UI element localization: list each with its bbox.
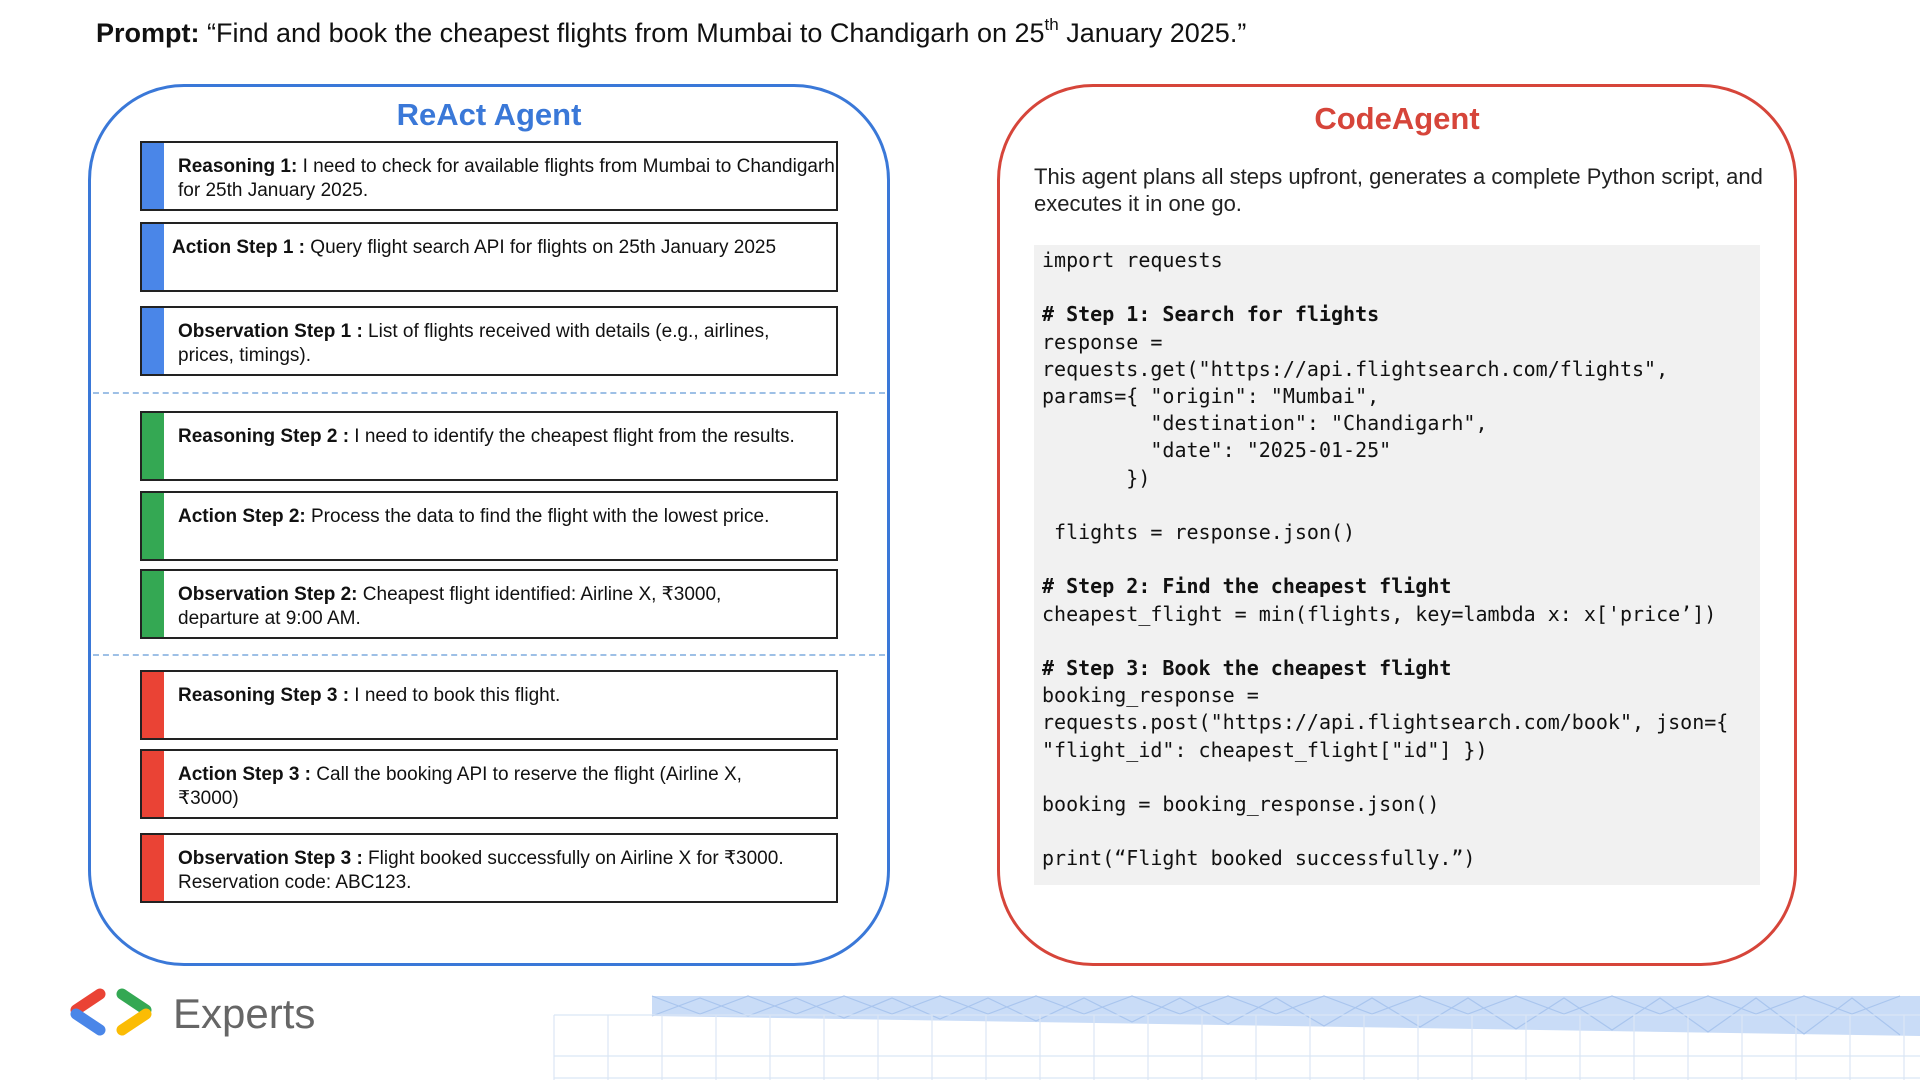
code-line: booking = booking_response.json() — [1042, 792, 1440, 816]
code-line: flights = response.json() — [1042, 520, 1356, 544]
step-text — [178, 505, 798, 529]
code-line: params={ "origin": "Mumbai", — [1042, 384, 1380, 408]
code-line: "date": "2025-01-25" — [1042, 438, 1392, 463]
step-description: I need to check for available flights from Mumbai to Chandigarh for 25th January 2025. — [178, 156, 835, 201]
code-line: "flight_id": cheapest_flight["id"] }) — [1042, 737, 1488, 762]
step-label: Observation Step 2: — [178, 584, 358, 605]
code-line: import requests — [1042, 248, 1223, 272]
observation-step-1 — [140, 306, 838, 376]
code-line: requests.post("https://api.flightsearch.com/book", json={ — [1042, 710, 1729, 735]
code-agent-description: This agent plans all steps upfront, generates a complete Python script, and executes it in one go. — [1034, 164, 1763, 216]
step-text — [178, 425, 798, 449]
step-text — [172, 236, 792, 260]
react-agent-panel — [88, 84, 890, 966]
code-agent-panel — [997, 84, 1797, 966]
step-label: Action Step 1 : — [172, 237, 306, 258]
code-line: }) — [1042, 465, 1151, 490]
reasoning-step-3 — [140, 670, 838, 740]
step-label: Observation Step 3 : — [178, 848, 363, 869]
developer-experts-logo-icon — [70, 988, 170, 1040]
step-description: Process the data to find the flight with the lowest price. — [305, 506, 770, 527]
code-line: print(“Flight booked successfully.”) — [1042, 846, 1476, 871]
step-text — [178, 155, 838, 203]
code-line: # Step 1: Search for flights — [1042, 302, 1380, 327]
react-agent-title: ReAct Agent — [396, 97, 582, 132]
prompt-superscript: th — [1044, 15, 1059, 34]
code-line: # Step 2: Find the cheapest flight — [1042, 574, 1452, 599]
step-color-bar — [142, 308, 164, 374]
code-agent-title: CodeAgent — [1314, 101, 1480, 136]
observation-step-3 — [140, 833, 838, 903]
step-text — [178, 583, 798, 631]
action-step-3 — [140, 749, 838, 819]
step-text — [178, 847, 798, 895]
code-line: "destination": "Chandigarh", — [1042, 411, 1488, 436]
step-description: Cheapest flight identified: Airline X, ₹3000, departure at 9:00 AM. — [178, 584, 722, 629]
step-label: Reasoning Step 3 : — [178, 685, 350, 706]
code-line: # Step 3: Book the cheapest flight — [1042, 656, 1452, 680]
step-color-bar — [142, 493, 164, 559]
prompt-label: Prompt: — [96, 18, 200, 48]
step-color-bar — [142, 751, 164, 817]
step-color-bar — [142, 413, 164, 479]
code-line: requests.get("https://api.flightsearch.com/flights", — [1042, 356, 1669, 381]
step-label: Action Step 3 : — [178, 764, 312, 785]
reasoning-step-2 — [140, 411, 838, 481]
action-step-2 — [140, 491, 838, 561]
observation-step-2 — [140, 569, 838, 639]
step-color-bar — [142, 835, 164, 901]
step-text — [178, 320, 798, 368]
code-line: cheapest_flight = min(flights, key=lambda x: x['price’]) — [1042, 601, 1717, 626]
step-text — [178, 684, 798, 708]
step-group-divider — [93, 392, 885, 394]
prompt-text-end: January 2025.” — [1058, 18, 1247, 48]
python-code-block — [1034, 245, 1760, 885]
code-line: booking_response = — [1042, 683, 1259, 708]
step-label: Reasoning 1: — [178, 156, 298, 177]
action-step-1 — [140, 222, 838, 292]
step-label: Action Step 2: — [178, 506, 306, 527]
step-color-bar — [142, 143, 164, 209]
step-text — [178, 763, 798, 811]
step-group-divider — [93, 654, 885, 656]
experts-logo-text: Experts — [173, 990, 316, 1037]
step-label: Reasoning Step 2 : — [178, 426, 350, 447]
step-color-bar — [142, 571, 164, 637]
step-description: I need to identify the cheapest flight from the results. — [349, 426, 795, 447]
step-color-bar — [142, 224, 164, 290]
reasoning-step-1 — [140, 141, 838, 211]
step-label: Observation Step 1 : — [178, 321, 363, 342]
step-description: I need to book this flight. — [349, 685, 561, 706]
step-description: List of flights received with details (e.g., airlines, prices, timings). — [178, 321, 770, 366]
step-description: Call the booking API to reserve the flight (Airline X, ₹3000) — [178, 764, 742, 809]
step-description: Flight booked successfully on Airline X for ₹3000. Reservation code: ABC123. — [178, 848, 784, 893]
prompt-text-start: “Find and book the cheapest flights from Mumbai to Chandigarh on 25 — [207, 18, 1045, 48]
step-description: Query flight search API for flights on 25th January 2025 — [305, 237, 777, 258]
code-line: response = — [1042, 329, 1163, 354]
prompt-text — [96, 15, 1247, 49]
step-color-bar — [142, 672, 164, 738]
